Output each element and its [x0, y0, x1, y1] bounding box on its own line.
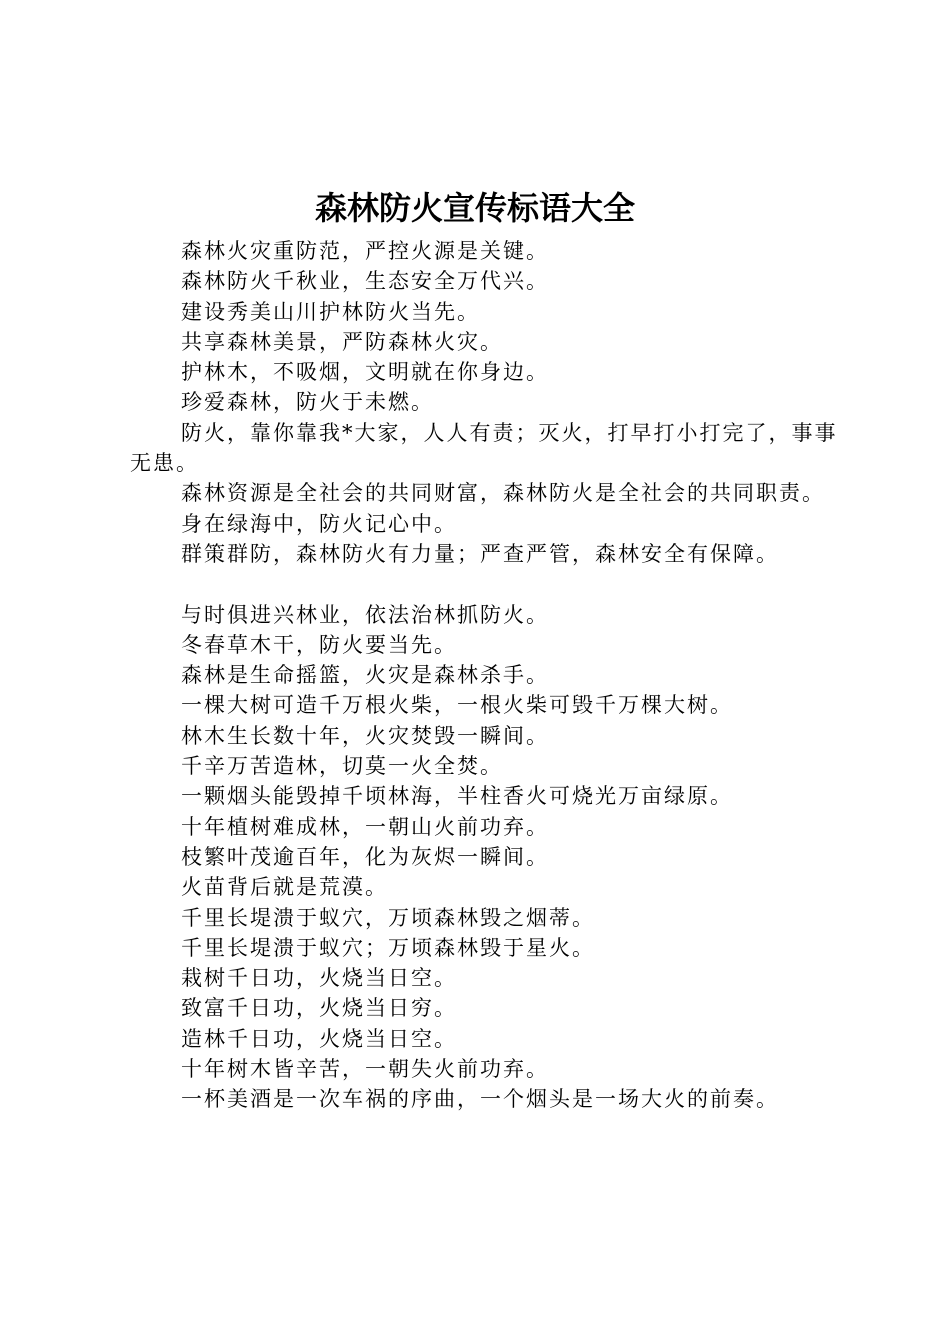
slogan-line: 珍爱森林，防火于未燃。 — [181, 390, 434, 415]
slogan-line: 栽树千日功，火烧当日空。 — [181, 966, 457, 991]
slogan-line: 一颗烟头能毁掉千顷林海，半柱香火可烧光万亩绿原。 — [181, 784, 733, 809]
slogan-line: 造林千日功，火烧当日空。 — [181, 1026, 457, 1051]
slogan-line: 防火，靠你靠我*大家，人人有责；灭火，打早打小打完了，事事无患。 — [130, 420, 838, 476]
slogan-line: 千辛万苦造林，切莫一火全焚。 — [181, 754, 503, 779]
slogan-line: 建设秀美山川护林防火当先。 — [181, 299, 480, 324]
slogan-list — [130, 236, 855, 1115]
slogan-line: 致富千日功，火烧当日穷。 — [181, 996, 457, 1021]
blank-line — [130, 569, 855, 599]
slogan-line: 千里长堤溃于蚁穴；万顷森林毁于星火。 — [181, 935, 595, 960]
slogan-line: 一棵大树可造千万根火柴，一根火柴可毁千万棵大树。 — [181, 693, 733, 718]
slogan-line: 十年植树难成林，一朝山火前功弃。 — [181, 814, 549, 839]
slogan-line: 千里长堤溃于蚁穴，万顷森林毁之烟蒂。 — [181, 905, 595, 930]
slogan-line: 森林是生命摇篮，火灾是森林杀手。 — [181, 663, 549, 688]
slogan-line: 与时俱进兴林业，依法治林抓防火。 — [181, 602, 549, 627]
slogan-line: 森林防火千秋业，生态安全万代兴。 — [181, 269, 549, 294]
slogan-line: 枝繁叶茂逾百年，化为灰烬一瞬间。 — [181, 844, 549, 869]
slogan-line: 护林木，不吸烟，文明就在你身边。 — [181, 360, 549, 385]
slogan-line: 十年树木皆辛苦，一朝失火前功弃。 — [181, 1057, 549, 1082]
slogan-line: 冬春草木干，防火要当先。 — [181, 632, 457, 657]
slogan-line: 森林火灾重防范，严控火源是关键。 — [181, 239, 549, 263]
slogan-line: 共享森林美景，严防森林火灾。 — [181, 329, 503, 354]
slogan-line: 林木生长数十年，火灾焚毁一瞬间。 — [181, 723, 549, 748]
slogan-line: 火苗背后就是荒漠。 — [181, 875, 388, 900]
slogan-line: 森林资源是全社会的共同财富，森林防火是全社会的共同职责。 — [181, 481, 825, 506]
slogan-line: 一杯美酒是一次车祸的序曲，一个烟头是一场大火的前奏。 — [181, 1087, 779, 1112]
document-title: 森林防火宣传标语大全 — [314, 189, 635, 227]
slogan-line: 身在绿海中，防火记心中。 — [181, 511, 457, 536]
slogan-line: 群策群防，森林防火有力量；严查严管，森林安全有保障。 — [181, 541, 779, 566]
